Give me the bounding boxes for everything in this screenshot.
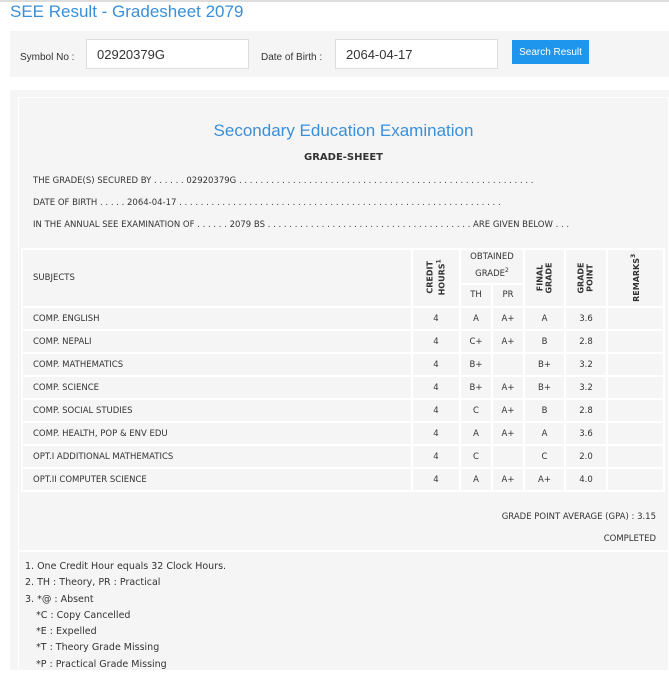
footnotes: [25, 559, 226, 673]
subject-cell: COMP. HEALTH, POP & ENV EDU: [22, 422, 412, 445]
credit-cell: 4: [412, 330, 460, 353]
footnote: 1. One Credit Hour equals 32 Clock Hours.: [25, 561, 227, 572]
remarks-cell: [607, 330, 664, 353]
table-row: [22, 376, 664, 399]
subject-cell: OPT.I ADDITIONAL MATHEMATICS: [22, 445, 412, 468]
th-header: TH: [460, 284, 492, 307]
credit-cell: 4: [412, 376, 460, 399]
th-grade-cell: A: [460, 422, 492, 445]
grade-point-cell: 2.0: [565, 445, 607, 468]
result-status: COMPLETED: [603, 534, 656, 544]
final-grade-cell: B: [524, 399, 565, 422]
th-grade-cell: C: [460, 399, 492, 422]
pr-grade-cell: A+: [492, 330, 524, 353]
grades-table: [21, 248, 665, 492]
remarks-cell: [607, 445, 664, 468]
obtained-grade-header: OBTAINED GRADE$^2$: [460, 249, 524, 284]
th-grade-cell: B+: [460, 353, 492, 376]
pr-grade-cell: A+: [492, 376, 524, 399]
table-row: [22, 353, 664, 376]
remarks-cell: [607, 353, 664, 376]
table-row: [22, 399, 664, 422]
remarks-cell: [607, 399, 664, 422]
credit-cell: 4: [412, 399, 460, 422]
exam-title: Secondary Education Examination: [213, 121, 474, 140]
subject-cell: COMP. NEPALI: [22, 330, 412, 353]
subject-cell: COMP. SOCIAL STUDIES: [22, 399, 412, 422]
table-row: [22, 445, 664, 468]
final-grade-cell: B+: [524, 376, 565, 399]
final-grade-cell: B+: [524, 353, 565, 376]
pr-grade-cell: A+: [492, 307, 524, 330]
credit-hours-header: CREDIT HOURS$^1$: [412, 249, 460, 307]
pr-grade-cell: [492, 445, 524, 468]
final-grade-header: FINAL GRADE: [524, 249, 565, 307]
grade-point-cell: 3.2: [565, 376, 607, 399]
final-grade-cell: A: [524, 307, 565, 330]
gradesheet: [18, 97, 669, 677]
th-grade-cell: A: [460, 307, 492, 330]
th-grade-cell: C: [460, 445, 492, 468]
remarks-cell: [607, 422, 664, 445]
pr-header: PR: [492, 284, 524, 307]
final-grade-cell: C: [524, 445, 565, 468]
symbol-label: Symbol No :: [20, 52, 75, 63]
search-result-button[interactable]: Search Result: [512, 40, 589, 64]
credit-cell: 4: [412, 353, 460, 376]
final-grade-cell: A+: [524, 468, 565, 491]
grade-point-cell: 2.8: [565, 330, 607, 353]
th-grade-cell: A: [460, 468, 492, 491]
page-title: SEE Result - Gradesheet 2079: [10, 2, 244, 21]
footnote: *E : Expelled: [36, 626, 97, 638]
final-grade-cell: B: [524, 330, 565, 353]
table-row: [22, 422, 664, 445]
table-row: [22, 330, 664, 353]
th-grade-cell: C+: [460, 330, 492, 353]
remarks-cell: [607, 307, 664, 330]
table-row: [22, 307, 664, 330]
th-grade-cell: B+: [460, 376, 492, 399]
search-panel: [10, 31, 669, 77]
grade-point-cell: 2.8: [565, 399, 607, 422]
credit-cell: 4: [412, 445, 460, 468]
grade-point-cell: 4.0: [565, 468, 607, 491]
subject-cell: COMP. SCIENCE: [22, 376, 412, 399]
divider: [19, 550, 668, 552]
pr-grade-cell: A+: [492, 422, 524, 445]
subject-cell: OPT.II COMPUTER SCIENCE: [22, 468, 412, 491]
pr-grade-cell: A+: [492, 468, 524, 491]
footnote: *C : Copy Cancelled: [36, 609, 131, 621]
grade-point-cell: 3.6: [565, 307, 607, 330]
gradesheet-subtitle: GRADE-SHEET: [304, 152, 383, 163]
table-row: [22, 468, 664, 491]
footnote: *P : Practical Grade Missing: [36, 658, 167, 670]
grade-point-header: GRADE POINT: [565, 249, 607, 307]
header-row: [22, 249, 664, 284]
gradesheet-panel: [10, 90, 669, 670]
credit-cell: 4: [412, 307, 460, 330]
grade-point-cell: 3.2: [565, 353, 607, 376]
grade-point-cell: 3.6: [565, 422, 607, 445]
remarks-cell: [607, 376, 664, 399]
exam-line: IN THE ANNUAL SEE EXAMINATION OF . . . . . . 2079 BS . . . . . . . . . . . . . . . . . . . . . . . . . . . . . . . . . . . . . . ARE GIVEN BELOW . . .: [33, 220, 570, 230]
dob-line: DATE OF BIRTH . . . . . 2064-04-17 . . . . . . . . . . . . . . . . . . . . . . . . . . . . . . . . . . . . . . . . . . . . . . . . . . . . . . . . . . . .: [33, 198, 501, 208]
footnote: 3. *@ : Absent: [25, 593, 94, 605]
final-grade-cell: A: [524, 422, 565, 445]
subjects-header: SUBJECTS: [22, 249, 412, 307]
remarks-cell: [607, 468, 664, 491]
footnote: *T : Theory Grade Missing: [36, 642, 160, 654]
subject-cell: COMP. MATHEMATICS: [22, 353, 412, 376]
symbol-input[interactable]: 02920379G: [86, 39, 249, 69]
footnote: 2. TH : Theory, PR : Practical: [25, 577, 161, 589]
pr-grade-cell: A+: [492, 399, 524, 422]
pr-grade-cell: [492, 353, 524, 376]
remarks-header: REMARKS$^3$: [607, 249, 664, 307]
dob-input[interactable]: 2064-04-17: [335, 39, 498, 69]
secured-by-line: THE GRADE(S) SECURED BY . . . . . . 02920379G . . . . . . . . . . . . . . . . . . . . . . . . . . . . . . . . . . . . . . . . . . . . . . . . . . . . . . .: [33, 176, 534, 186]
credit-cell: 4: [412, 468, 460, 491]
gpa: GRADE POINT AVERAGE (GPA) : 3.15: [501, 512, 656, 522]
subject-cell: COMP. ENGLISH: [22, 307, 412, 330]
credit-cell: 4: [412, 422, 460, 445]
dob-label: Date of Birth :: [261, 52, 323, 63]
